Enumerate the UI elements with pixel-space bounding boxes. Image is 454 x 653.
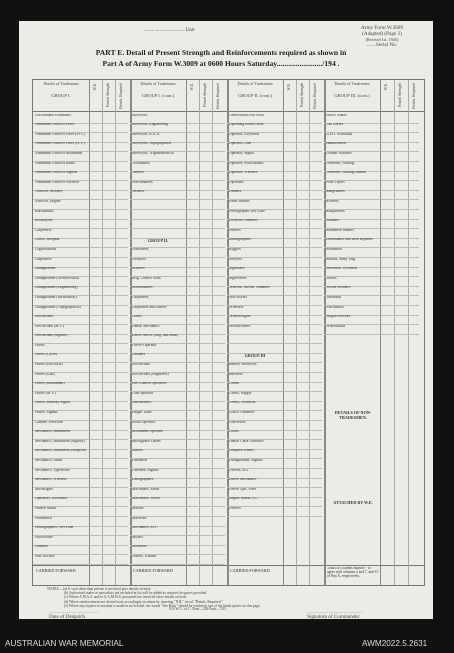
trade-label: Textile Refiners <box>326 286 351 290</box>
trade-label: Accountants Examiners <box>35 113 72 117</box>
group-heading: GROUP II. <box>147 238 169 244</box>
trade-label: Millwrights <box>35 487 53 491</box>
trade-label: Electricians (Signals) <box>35 334 68 338</box>
trade-label: Fitters (Electrical) <box>35 363 63 367</box>
form-page <box>19 21 433 619</box>
trade-label: Electricians (Engineers) <box>132 372 169 376</box>
attached-by-we: ATTACHED BY W.E. <box>333 500 373 505</box>
trade-label: Mechanics, Radio <box>35 459 63 463</box>
trade-label: Joiners <box>132 449 143 453</box>
trade-label: Fire Control Operators <box>132 382 167 386</box>
details-header: Details of Tradesmen GROUP II. (cont.) <box>237 81 273 98</box>
details-non-tradesmen: DETAILS OF NON-TRADESMEN. <box>334 410 372 420</box>
trade-label: Linesmen <box>132 459 147 463</box>
trade-label: Watchmakers <box>132 180 153 184</box>
trade-label: Operator, Wireless <box>229 171 258 175</box>
divider <box>309 80 310 585</box>
trade-label: Operator, Signal <box>229 151 254 155</box>
form-number-block <box>345 26 419 48</box>
trade-label: Driver Tpts. Fleet <box>229 487 257 491</box>
trade-label: Whitesmiths <box>326 324 346 328</box>
form-line: (Revised 1st. 1945) <box>365 37 399 43</box>
trade-label: Clerks, Supply <box>229 391 252 395</box>
trade-label: Battery Surveyors <box>229 363 257 367</box>
trade-label: Butchers <box>229 372 243 376</box>
trade-label: Height Taker <box>132 411 152 415</box>
trade-label: Telecom. Mechs. Numbers <box>229 286 270 290</box>
trade-label: Masons <box>132 507 144 511</box>
trade-label: Toolmakers <box>132 161 150 165</box>
trade-label: Riveters <box>326 199 339 203</box>
posted-header: Posted Strength <box>106 83 110 107</box>
trade-label: Riggers <box>229 247 241 251</box>
trade-label: Farriers <box>229 507 241 511</box>
trade-label: Welders <box>132 190 145 194</box>
trade-label: Pharmacist <box>35 516 52 520</box>
trade-label: Leather Stitchers <box>326 151 352 155</box>
reinf-header: Reinfs. Required <box>216 83 220 109</box>
divider <box>199 80 200 585</box>
trade-label: Surveyors, Engineering <box>132 123 168 127</box>
trade-label: Blacksmiths <box>35 209 54 213</box>
trade-label: Carpenters <box>35 228 52 232</box>
row-line <box>227 516 322 517</box>
trade-label: Sweatmen <box>326 247 342 251</box>
trade-label: Armament Artificer Fitter (A.V.) <box>35 142 85 146</box>
trade-label: Mechanics, M.T. <box>132 526 158 530</box>
trade-label: Surveyors <box>132 113 148 117</box>
trade-label: Saddlers <box>326 219 340 223</box>
trade-label: Electricians <box>35 315 53 319</box>
notes-block <box>47 587 377 608</box>
trade-label: Concreters <box>229 420 246 424</box>
trade-label: Lithographers <box>132 478 154 482</box>
trade-label: Armament Artificer Radio <box>35 161 76 165</box>
posted-header: Posted Strength <box>300 83 304 107</box>
posted-header: Posted Strength <box>398 83 402 107</box>
reinf-header: Reinfs. Required <box>412 83 416 109</box>
trade-label: Painters <box>229 190 242 194</box>
details-header: Details of Tradesmen GROUP I. (cont.) <box>140 81 176 98</box>
trade-label: Armament Artificer Signals <box>35 171 78 175</box>
we-header: W.E. <box>384 83 388 91</box>
trade-label: Fitters (Cycle) <box>35 353 58 357</box>
row-line <box>130 209 225 210</box>
trade-label: Electricians <box>132 363 150 367</box>
carried-forward: CARRIED FORWARD <box>36 569 76 573</box>
trade-label: Carpenters <box>132 295 149 299</box>
note: (c) Where A.W.A.S. and/or A.A.M.W.S. personnel are involved show details on back. <box>64 595 188 600</box>
trade-label: Machinists, Metal <box>132 487 160 491</box>
trade-label: Fitters <box>35 343 45 347</box>
we-header: W.E. <box>190 83 194 91</box>
trade-label: Photographers, Wet Plate <box>35 526 74 530</box>
trade-label: Coach Trimmers <box>229 411 255 415</box>
form-line: (Adapted) (Page 2) <box>362 30 402 37</box>
trade-label: Storemen, Technical <box>326 267 358 271</box>
reinf-header: Reinfs. Required <box>119 83 123 109</box>
trade-label: Bricklayers <box>35 219 53 223</box>
trade-label: Coppersmiths <box>35 247 57 251</box>
we-header: W.E. <box>93 83 97 91</box>
trade-label: Fitters' Mates <box>326 113 347 117</box>
trade-label: Mechanics, Instrument <box>35 430 70 434</box>
trade-label: Turners <box>132 171 144 175</box>
trade-label: Hollo Operator <box>132 420 156 424</box>
trade-label: Saw Doctors <box>35 555 55 558</box>
trade-label: Intelligence Duties <box>132 439 161 443</box>
trade-label: Driver-Mech. (Eng. and Bulk) <box>132 334 179 338</box>
trade-label: Mechanics, Wireless <box>35 478 67 482</box>
divider <box>394 80 395 585</box>
trade-label: Operating Room Assts. <box>229 123 265 127</box>
trade-label: Observation Post Assts. <box>229 113 265 117</box>
divider <box>115 80 116 585</box>
title-line-1: PART E. Detail of Present Strength and Reinforcements required as shown in <box>95 48 347 57</box>
trade-label: Engine Hands, I.C. <box>229 497 258 501</box>
strength-table <box>32 79 425 586</box>
row-line <box>130 564 225 565</box>
note: (d) Where reinforcement not desired note accordingly on return by inserting "N.R." in col. "Reinfs. Required." <box>64 599 223 604</box>
trade-label: Fitters (Instrument) <box>35 382 65 386</box>
trade-label: Gun Operator <box>132 391 153 395</box>
trade-label: Dressmaker and Boot Repairer <box>326 238 373 242</box>
accession-number: AWM2022.5.2631 <box>362 639 428 648</box>
trade-label: Opticians <box>229 180 244 184</box>
serial-number: .......Serial No. <box>366 41 398 48</box>
trade-label: Gas Layers <box>326 123 344 127</box>
trade-label: Draughtsmen (Mechanical) <box>35 295 77 299</box>
trade-label: Nurses, Trained <box>132 555 157 558</box>
trade-label: Brig. Comd's Assn. <box>132 276 162 280</box>
trade-label: Wheelwrights <box>229 315 251 319</box>
trade-label: Fitters (Gun) <box>35 372 55 376</box>
details-header: Details of Tradesmen GROUP I. <box>43 81 79 98</box>
row-line <box>324 334 419 335</box>
trade-label: Photowriter <box>35 535 53 539</box>
we-header: W.E. <box>287 83 291 91</box>
row-line <box>227 343 322 344</box>
details-header: Details of Tradesmen GROUP III. (cont.) <box>334 81 370 98</box>
note: NOTES.—(a) If such other than private is involved give details on back. <box>47 587 152 591</box>
trade-label: Mechanics, Instrument (Surgical) <box>35 449 86 453</box>
trade-label: Fitters, Signals <box>35 411 58 415</box>
trade-label: Well Borers <box>229 295 248 299</box>
form-line: Army Form W.3009 <box>361 25 403 31</box>
trade-label: Tailors <box>326 276 337 280</box>
trade-label: Cooks <box>132 315 142 319</box>
trade-label: Operator, Switchboard <box>229 161 264 165</box>
trade-label: Instrument Operator <box>132 430 163 434</box>
trade-label: Signwriters <box>229 276 247 280</box>
row-line <box>130 199 225 200</box>
date-of-despatch: ................................................. Date of Despatch <box>49 609 98 620</box>
trade-label: Panel Beaters <box>229 199 250 203</box>
trade-label: Wheelers <box>229 305 244 309</box>
trade-label: Orderlies, Nursing <box>326 161 355 165</box>
trade-label: Assayers <box>132 257 146 261</box>
trade-label: Armament Artificer Fitter <box>35 123 75 127</box>
row-line <box>227 334 322 335</box>
trade-label: Signallers <box>229 267 245 271</box>
note: (b) Authorised trades or specialists not included in list will be added as required in spaces provided. <box>64 591 208 596</box>
trade-label: Moulders <box>132 545 147 549</box>
trade-label: Armourers <box>132 247 149 251</box>
trade-label: Hairdressers <box>132 401 151 405</box>
trade-label: Electricians (M.V.) <box>35 324 64 328</box>
trade-label: Drivers, M.T. <box>229 468 250 472</box>
trade-label: Wagon Erectors <box>326 315 351 319</box>
trade-label: Orderlies, Nursing Mental <box>326 171 366 175</box>
trade-label: Dispensers <box>35 257 52 261</box>
trade-label: Photographer Dry Plate <box>229 209 265 213</box>
row-line <box>130 228 225 229</box>
trade-label: Sawyers <box>229 257 242 261</box>
trade-label: Millers <box>132 535 143 539</box>
trade-label: Artificer, Artillery <box>35 190 63 194</box>
trade-label: Mechanics, Instrument (Signals) <box>35 439 85 443</box>
trade-label: Drainers <box>132 353 146 357</box>
trade-label: Surveyors, Trigonometrical <box>132 151 174 155</box>
trade-label: Predictor Numbers <box>229 219 258 223</box>
trade-label: Tinsmiths <box>326 295 342 299</box>
trade-label: Mechanics, Typewriter <box>35 468 70 472</box>
note: (e) Where any request or notation is made in such detail, the words "See Back" should be written in one of the blank spaces on this page. <box>64 603 261 608</box>
trade-label: Driver-Operator <box>132 343 157 347</box>
trade-label: Saddletree makers <box>326 228 354 232</box>
trade-label: Cooks <box>229 430 239 434</box>
trade-label: Operators, Excavator <box>35 497 68 501</box>
totals-note: Totals of columns marked * to agree with columns 2 and 7, and 13 of Part A, respectively. <box>327 567 379 578</box>
group-heading: GROUP III <box>244 353 266 359</box>
trade-label: Woodworkers <box>229 324 251 328</box>
trade-label: Vulcanisers <box>326 305 344 309</box>
printer-imprint: N.S.W. L. of C. Print—200 Pads—7/45. <box>169 607 227 611</box>
trade-label: Surveyors, R.A.A. <box>132 132 161 136</box>
trade-label: Masseurs <box>132 516 147 520</box>
trade-label: Armament Artificer Instrument <box>35 151 83 155</box>
trade-label: Clerks <box>229 382 239 386</box>
trade-label: Machinists, Wood <box>132 497 160 501</box>
trade-label: Stokers, Stmy. Eng. <box>326 257 357 261</box>
trade-label: Hammermen <box>326 142 346 146</box>
trade-label: Draughtsmen, Signals <box>229 459 263 463</box>
trade-label: Dental Mechanics <box>132 324 160 328</box>
trade-label: Driver Mechanics <box>229 478 257 482</box>
carried-forward: CARRIED FORWARD <box>133 569 173 573</box>
trade-label: Grinder, Precision <box>35 420 63 424</box>
trade-label: Boilermakers <box>132 286 153 290</box>
posted-header: Posted Strength <box>203 83 207 107</box>
row-line <box>33 564 128 565</box>
trade-label: Draughtsmen (Architectural) <box>35 276 79 280</box>
trade-label: Roughriders <box>326 209 345 213</box>
trade-label: Draughtsmen (Topographical) <box>35 305 81 309</box>
trade-label: Operator, Line <box>229 142 252 146</box>
trade-label: Pattern Maker <box>35 507 57 511</box>
divider <box>89 80 90 585</box>
trade-label: Linemen, Signals <box>132 468 159 472</box>
divider <box>380 80 381 585</box>
trade-label: Carpenters and Joiners <box>132 305 167 309</box>
divider <box>408 80 409 585</box>
trade-label: Fitters (M.V.) <box>35 391 56 395</box>
divider <box>186 80 187 585</box>
trade-label: Operator, Keyboard <box>229 132 260 136</box>
trade-label: Surveyors, Topographical <box>132 142 172 146</box>
trade-label: G.P.O. Assistants <box>326 132 353 136</box>
trade-label: Plate Layers <box>326 180 345 184</box>
museum-name: AUSTRALIAN WAR MEMORIAL <box>5 639 124 648</box>
title-line-2: Part A of Army Form W.3009 at 0600 Hours Saturday......................../194 . <box>102 59 340 68</box>
trade-label: Armament Artificer Fitter (M.V.) <box>35 132 86 136</box>
trade-label: Despatch Riders <box>229 449 254 453</box>
divider <box>102 80 103 585</box>
row-line <box>130 219 225 220</box>
divider <box>296 80 297 585</box>
trade-label: Fitters, Railway Signal <box>35 401 70 405</box>
trade-label: Clerks, Technical <box>229 401 256 405</box>
trade-label: Radiographers <box>229 238 252 242</box>
divider <box>212 80 213 585</box>
trade-label: Draughtsmen (Engineering) <box>35 286 78 290</box>
trade-label: Draughtsmen <box>35 267 56 271</box>
trade-label: Plumber <box>35 545 48 549</box>
reinf-header: Reinfs. Required <box>313 83 317 109</box>
unit-label: ................................Unit <box>144 27 195 33</box>
trade-label: Cooks, Hospital <box>35 238 60 242</box>
trade-label: Armament Artificer Wireless <box>35 180 80 184</box>
signature-of-commander: ....................................................... Signature of Commander <box>307 609 362 620</box>
trade-label: Dental Clerk Orderlies <box>229 439 264 443</box>
trade-label: Braziers <box>132 267 145 271</box>
trade-label: Rangetakers <box>326 190 345 194</box>
trade-label: Artificer, Engine <box>35 199 61 203</box>
divider <box>283 80 284 585</box>
carried-forward: CARRIED FORWARD <box>230 569 270 573</box>
trade-label: Printers <box>229 228 241 232</box>
